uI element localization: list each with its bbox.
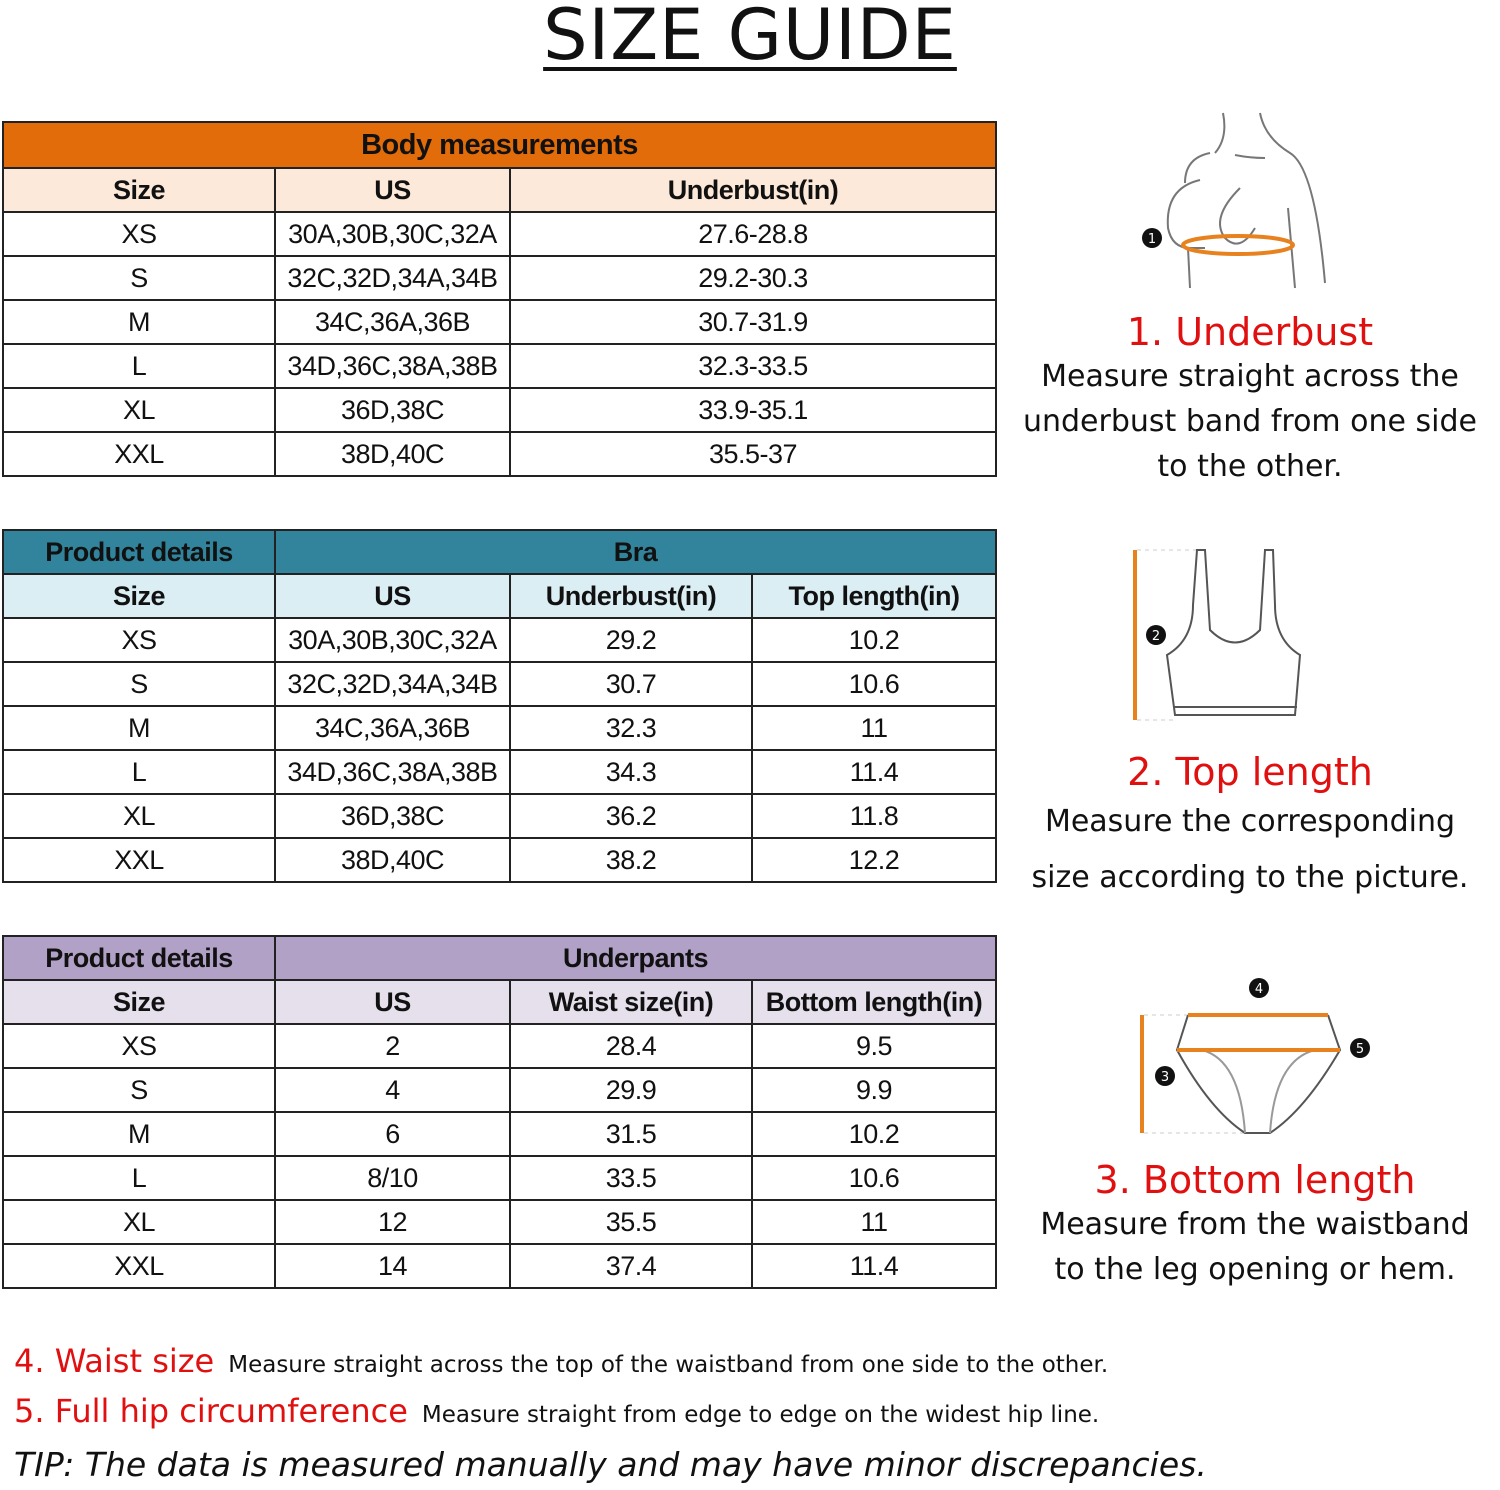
table-row [3, 794, 996, 838]
table-row [3, 212, 996, 256]
table-title: Bra [275, 530, 996, 574]
svg-text:2: 2 [1151, 629, 1161, 644]
body-measurements-table [2, 121, 997, 477]
note-text: Measure straight across the top of the waistband from one side to the other. [228, 1352, 1109, 1378]
table-cell: 10.2 [752, 1112, 996, 1156]
table-row [3, 256, 996, 300]
svg-text:1: 1 [1147, 232, 1157, 247]
svg-text:5: 5 [1355, 1042, 1365, 1057]
title-text: SIZE GUIDE [543, 0, 957, 76]
table-row [3, 432, 996, 476]
table-cell: 27.6-28.8 [510, 212, 996, 256]
table-cell: 34.3 [510, 750, 752, 794]
table-row [3, 300, 996, 344]
instruction-heading: 3. Bottom length [1094, 1158, 1416, 1202]
table-cell: 14 [275, 1244, 510, 1288]
col-header: US [275, 168, 510, 212]
col-header: US [275, 574, 510, 618]
table-row [3, 618, 996, 662]
svg-text:4: 4 [1254, 982, 1264, 997]
table-cell: 29.2-30.3 [510, 256, 996, 300]
table-cell: 35.5 [510, 1200, 752, 1244]
table-cell: 34C,36A,36B [275, 706, 510, 750]
table-row [3, 1024, 996, 1068]
col-header: Waist size(in) [510, 980, 752, 1024]
table-cell: 12.2 [752, 838, 996, 882]
table-cell: 11.4 [752, 1244, 996, 1288]
table-cell: 11 [752, 1200, 996, 1244]
instruction-heading: 1. Underbust [1126, 310, 1374, 354]
table-cell: XL [3, 388, 275, 432]
table-cell: 36D,38C [275, 388, 510, 432]
col-header: US [275, 980, 510, 1024]
table-cell: 34D,36C,38A,38B [275, 750, 510, 794]
group-label: Product details [3, 530, 275, 574]
table-cell: 30.7-31.9 [510, 300, 996, 344]
table-row [3, 1244, 996, 1288]
col-header: Size [3, 168, 275, 212]
table-cell: 4 [275, 1068, 510, 1112]
col-header: Underbust(in) [510, 574, 752, 618]
col-header: Bottom length(in) [752, 980, 996, 1024]
table-cell: 2 [275, 1024, 510, 1068]
note-label: 5. Full hip circumference [14, 1392, 408, 1430]
table-cell: 38D,40C [275, 432, 510, 476]
svg-text:3: 3 [1160, 1070, 1170, 1085]
table-cell: 38.2 [510, 838, 752, 882]
table-cell: XXL [3, 838, 275, 882]
table-cell: 32C,32D,34A,34B [275, 662, 510, 706]
note-text: Measure straight from edge to edge on the widest hip line. [421, 1402, 1100, 1428]
underbust-figure-icon [1130, 108, 1350, 293]
table-title: Underpants [275, 936, 996, 980]
table-cell: 10.6 [752, 1156, 996, 1200]
table-row [3, 838, 996, 882]
table-cell: 30A,30B,30C,32A [275, 212, 510, 256]
table-cell: 36.2 [510, 794, 752, 838]
table-cell: S [3, 662, 275, 706]
table-cell: 36D,38C [275, 794, 510, 838]
table-row [3, 662, 996, 706]
tip-text: TIP: The data is measured manually and may have minor discrepancies. [14, 1445, 1207, 1484]
col-header: Underbust(in) [510, 168, 996, 212]
table-cell: 38D,40C [275, 838, 510, 882]
table-cell: 10.6 [752, 662, 996, 706]
table-title: Body measurements [3, 122, 996, 168]
table-cell: 35.5-37 [510, 432, 996, 476]
instruction-line: size according to the picture. [1031, 860, 1469, 895]
table-cell: 30.7 [510, 662, 752, 706]
instruction-top-length [1000, 750, 1500, 906]
table-cell: XL [3, 1200, 275, 1244]
table-cell: 11 [752, 706, 996, 750]
table-cell: S [3, 256, 275, 300]
table-cell: M [3, 300, 275, 344]
top-length-figure-icon [1125, 545, 1345, 725]
table-cell: 10.2 [752, 618, 996, 662]
table-cell: 28.4 [510, 1024, 752, 1068]
table-row [3, 706, 996, 750]
table-cell: 33.9-35.1 [510, 388, 996, 432]
instruction-underbust [1000, 310, 1500, 489]
table-cell: S [3, 1068, 275, 1112]
table-cell: 34C,36A,36B [275, 300, 510, 344]
instruction-bottom-length [1005, 1158, 1500, 1292]
bra-table [2, 529, 997, 883]
table-cell: 30A,30B,30C,32A [275, 618, 510, 662]
table-cell: L [3, 750, 275, 794]
table-row [3, 388, 996, 432]
table-cell: XXL [3, 432, 275, 476]
table-cell: M [3, 706, 275, 750]
table-cell: 29.2 [510, 618, 752, 662]
table-cell: 32C,32D,34A,34B [275, 256, 510, 300]
table-cell: 9.9 [752, 1068, 996, 1112]
table-cell: 6 [275, 1112, 510, 1156]
table-row [3, 750, 996, 794]
table-row [3, 1068, 996, 1112]
instruction-line: underbust band from one side [1022, 404, 1478, 439]
instruction-line: to the other. [1157, 449, 1343, 484]
table-cell: 8/10 [275, 1156, 510, 1200]
col-header: Size [3, 980, 275, 1024]
table-cell: 34D,36C,38A,38B [275, 344, 510, 388]
note-waist-size [14, 1342, 1108, 1380]
instruction-heading: 2. Top length [1127, 750, 1373, 794]
col-header: Top length(in) [752, 574, 996, 618]
col-header: Size [3, 574, 275, 618]
table-cell: M [3, 1112, 275, 1156]
table-cell: XXL [3, 1244, 275, 1288]
underpants-table [2, 935, 997, 1289]
table-cell: 32.3-33.5 [510, 344, 996, 388]
table-cell: XS [3, 1024, 275, 1068]
table-cell: 12 [275, 1200, 510, 1244]
table-cell: XS [3, 618, 275, 662]
table-cell: 33.5 [510, 1156, 752, 1200]
table-cell: 31.5 [510, 1112, 752, 1156]
table-cell: 37.4 [510, 1244, 752, 1288]
table-row [3, 1112, 996, 1156]
table-row [3, 344, 996, 388]
table-cell: L [3, 1156, 275, 1200]
table-cell: 32.3 [510, 706, 752, 750]
table-cell: XL [3, 794, 275, 838]
table-cell: 11.8 [752, 794, 996, 838]
bottom-length-figure-icon [1130, 975, 1380, 1140]
group-label: Product details [3, 936, 275, 980]
table-cell: 11.4 [752, 750, 996, 794]
note-label: 4. Waist size [14, 1342, 215, 1380]
table-cell: XS [3, 212, 275, 256]
page-title [0, 0, 1500, 76]
note-hip [14, 1392, 1099, 1430]
instruction-line: Measure straight across the [1041, 359, 1459, 394]
instruction-line: Measure from the waistband [1040, 1207, 1470, 1242]
table-cell: 9.5 [752, 1024, 996, 1068]
table-row [3, 1156, 996, 1200]
table-cell: L [3, 344, 275, 388]
instruction-line: Measure the corresponding [1044, 804, 1456, 839]
table-cell: 29.9 [510, 1068, 752, 1112]
instruction-line: to the leg opening or hem. [1054, 1252, 1456, 1287]
table-row [3, 1200, 996, 1244]
